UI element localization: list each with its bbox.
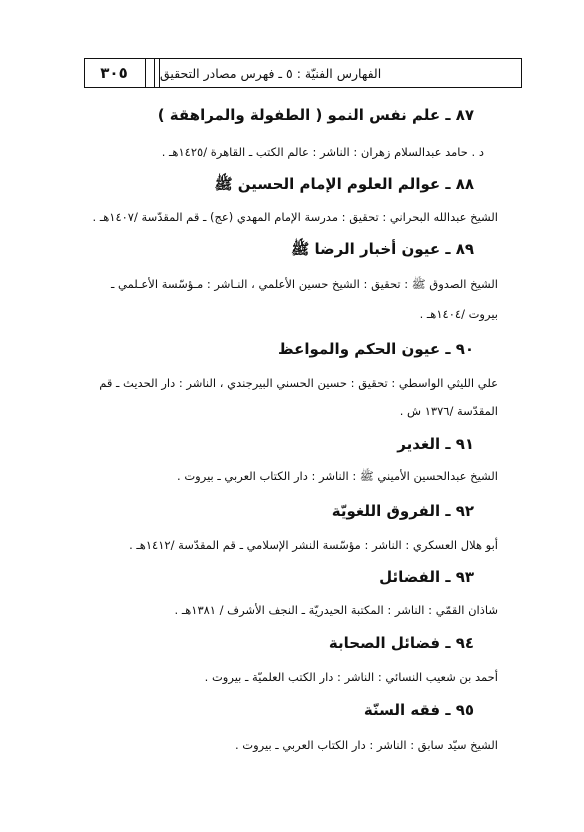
entry-description-line-2: بيروت /١٤٠٤هـ . (419, 307, 498, 321)
entry-title: ٨٨ ـ عوالم العلوم الإمام الحسين ﷺ (214, 175, 474, 193)
entry-title: ٩٥ ـ فقه السنّة (363, 701, 474, 719)
entry-description: الشيخ سيّد سابق : الناشر : دار الكتاب العربي ـ بيروت . (234, 738, 498, 752)
entry-95 (86, 699, 494, 721)
running-header (84, 58, 522, 88)
entry-90 (86, 338, 494, 360)
entry-description-line-1: الشيخ الصدوق ﷺ : تحقيق : الشيخ حسين الأعلمي ، النـاشر : مـؤسّسة الأعـلمي ـ (111, 277, 498, 291)
entry-description: الشيخ عبدالحسين الأميني ﷺ : الناشر : دار الكتاب العربي ـ بيروت . (177, 469, 498, 483)
entry-95-desc-wrap (86, 731, 498, 759)
entry-description: أحمد بن شعيب النسائي : الناشر : دار الكتب العلميّة ـ بيروت . (204, 670, 498, 684)
entry-92-desc-wrap (86, 531, 498, 559)
entry-title: ٩٤ ـ فضائل الصحابة (328, 634, 474, 652)
header-divider (145, 59, 155, 87)
entry-91 (86, 433, 494, 455)
page-number: ٣٠٥ (100, 64, 128, 82)
entry-93 (86, 566, 494, 588)
entry-title: ٩٠ ـ عيون الحكم والمواعظ (278, 340, 474, 358)
entry-88-desc-wrap (86, 203, 498, 231)
entry-87 (86, 104, 494, 126)
entry-89-desc-wrap (86, 270, 498, 328)
entry-89 (86, 238, 494, 260)
entry-93-desc-wrap (86, 596, 498, 624)
entry-92 (86, 500, 494, 522)
entry-title: ٨٩ ـ عيون أخبار الرضا ﷺ (291, 240, 474, 258)
header-title: الفهارس الفنيّة : ٥ ـ فهرس مصادر التحقيق (160, 65, 382, 81)
entry-title: ٩٣ ـ الفضائل (379, 568, 474, 586)
entry-91-desc-wrap (86, 462, 498, 490)
entry-description-line-1: علي الليثي الواسطي : تحقيق : حسين الحسني البيرجندي ، الناشر : دار الحديث ـ قم (99, 376, 498, 390)
entry-description: د . حامد عبدالسلام زهران : الناشر : عالم الكتب ـ القاهرة /١٤٢٥هـ . (161, 145, 484, 159)
entry-94-desc-wrap (86, 663, 498, 691)
entry-title: ٩١ ـ الغدير (397, 435, 474, 453)
entry-88 (86, 173, 494, 195)
entry-90-desc-wrap (86, 369, 498, 425)
entry-description: أبو هلال العسكري : الناشر : مؤسّسة النشر الإسلامي ـ قم المقدّسة /١٤١٢هـ . (129, 538, 498, 552)
entry-94 (86, 632, 494, 654)
entry-description: شاذان القمّي : الناشر : المكتبة الحيدريّة ـ النجف الأشرف / ١٣٨١هـ . (174, 603, 498, 617)
entry-description: الشيخ عبدالله البحراني : تحقيق : مدرسة الإمام المهدي (عج) ـ قم المقدّسة /١٤٠٧هـ . (92, 210, 498, 224)
entry-title: ٨٧ ـ علم نفس النمو ( الطفولة والمراهقة ) (157, 106, 474, 124)
entry-description-line-2: المقدّسة /١٣٧٦ ش . (399, 404, 498, 418)
entry-87-desc-wrap (86, 138, 484, 166)
entry-title: ٩٢ ـ الفروق اللغويّة (331, 502, 474, 520)
